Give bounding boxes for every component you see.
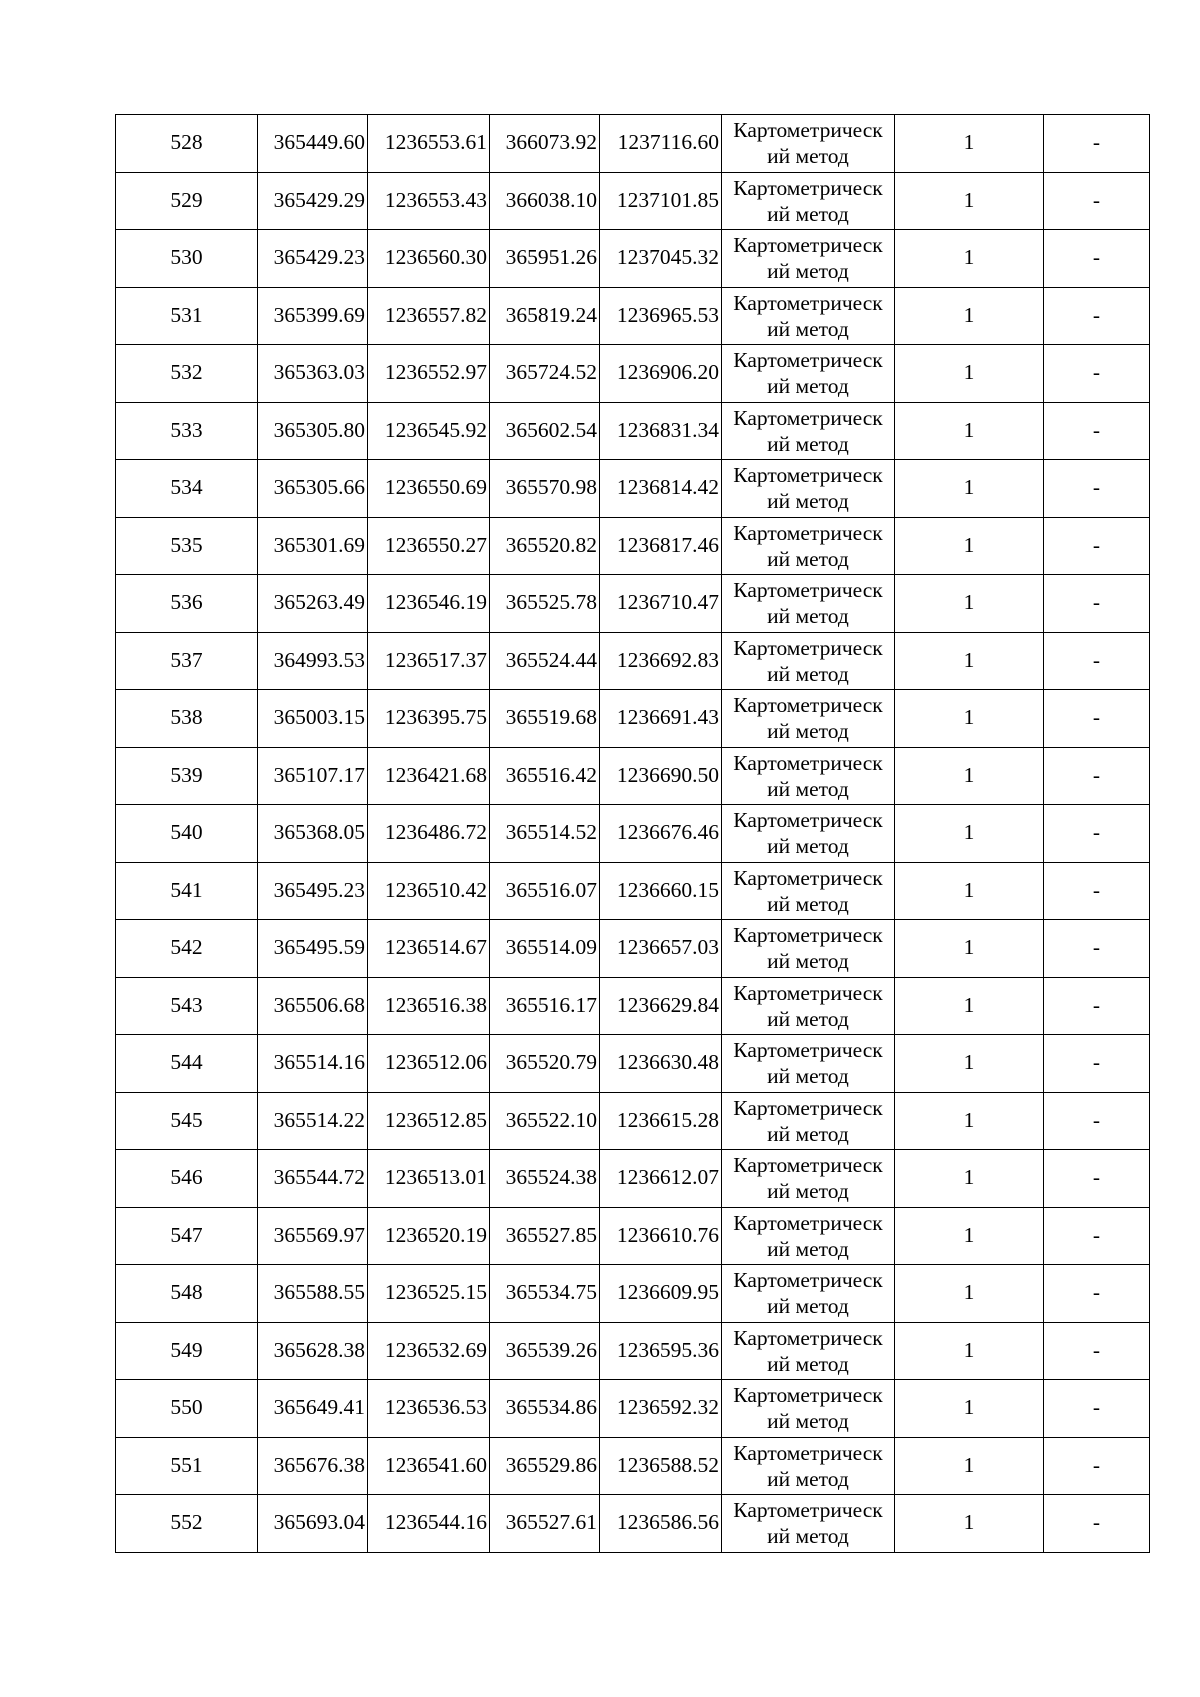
table-row	[116, 1380, 1150, 1438]
y-coordinate-2-cell: 1236629.84	[600, 977, 722, 1035]
method-line-1: Картометрическ	[733, 1383, 883, 1408]
method-cell	[722, 1380, 895, 1438]
y-coordinate-cell: 1236541.60	[368, 1437, 490, 1495]
y-coordinate-cell: 1236545.92	[368, 402, 490, 460]
table-row	[116, 1092, 1150, 1150]
point-number-cell: 544	[116, 1035, 258, 1093]
y-coordinate-2-cell: 1236588.52	[600, 1437, 722, 1495]
y-coordinate-cell: 1236520.19	[368, 1207, 490, 1265]
x-coordinate-2-cell: 365524.44	[490, 632, 600, 690]
method-line-2: ий метод	[767, 776, 849, 801]
y-coordinate-cell: 1236514.67	[368, 920, 490, 978]
y-coordinate-cell: 1236553.61	[368, 115, 490, 173]
note-cell: -	[1044, 345, 1150, 403]
y-coordinate-2-cell: 1236609.95	[600, 1265, 722, 1323]
method-cell	[722, 1437, 895, 1495]
table-row	[116, 287, 1150, 345]
accuracy-cell: 1	[895, 747, 1044, 805]
coordinates-table	[115, 114, 1150, 1553]
note-cell: -	[1044, 632, 1150, 690]
method-line-1: Картометрическ	[733, 118, 883, 143]
y-coordinate-cell: 1236550.27	[368, 517, 490, 575]
method-cell	[722, 287, 895, 345]
y-coordinate-2-cell: 1236676.46	[600, 805, 722, 863]
x-coordinate-2-cell: 365534.86	[490, 1380, 600, 1438]
y-coordinate-2-cell: 1236965.53	[600, 287, 722, 345]
y-coordinate-2-cell: 1236690.50	[600, 747, 722, 805]
point-number-cell: 547	[116, 1207, 258, 1265]
method-line-2: ий метод	[767, 1409, 849, 1434]
method-line-1: Картометрическ	[733, 405, 883, 430]
table-row	[116, 460, 1150, 518]
x-coordinate-2-cell: 365516.42	[490, 747, 600, 805]
y-coordinate-cell: 1236513.01	[368, 1150, 490, 1208]
method-line-1: Картометрическ	[733, 693, 883, 718]
table-row	[116, 1150, 1150, 1208]
note-cell: -	[1044, 1035, 1150, 1093]
y-coordinate-2-cell: 1237101.85	[600, 172, 722, 230]
point-number-cell: 537	[116, 632, 258, 690]
method-line-2: ий метод	[767, 1236, 849, 1261]
x-coordinate-2-cell: 366038.10	[490, 172, 600, 230]
x-coordinate-cell: 365569.97	[258, 1207, 368, 1265]
y-coordinate-2-cell: 1236691.43	[600, 690, 722, 748]
x-coordinate-cell: 365301.69	[258, 517, 368, 575]
accuracy-cell: 1	[895, 1092, 1044, 1150]
x-coordinate-cell: 365107.17	[258, 747, 368, 805]
y-coordinate-cell: 1236512.06	[368, 1035, 490, 1093]
x-coordinate-2-cell: 365724.52	[490, 345, 600, 403]
method-line-1: Картометрическ	[733, 1325, 883, 1350]
point-number-cell: 548	[116, 1265, 258, 1323]
table-row	[116, 575, 1150, 633]
note-cell: -	[1044, 862, 1150, 920]
x-coordinate-cell: 365495.59	[258, 920, 368, 978]
method-cell	[722, 1265, 895, 1323]
note-cell: -	[1044, 920, 1150, 978]
method-line-1: Картометрическ	[733, 1038, 883, 1063]
y-coordinate-2-cell: 1236612.07	[600, 1150, 722, 1208]
table-row	[116, 977, 1150, 1035]
table-row	[116, 402, 1150, 460]
table-row	[116, 172, 1150, 230]
method-cell	[722, 402, 895, 460]
point-number-cell: 538	[116, 690, 258, 748]
note-cell: -	[1044, 1437, 1150, 1495]
method-line-1: Картометрическ	[733, 865, 883, 890]
y-coordinate-2-cell: 1236817.46	[600, 517, 722, 575]
method-line-1: Картометрическ	[733, 1440, 883, 1465]
x-coordinate-cell: 365305.66	[258, 460, 368, 518]
method-cell	[722, 632, 895, 690]
x-coordinate-cell: 365514.16	[258, 1035, 368, 1093]
method-cell	[722, 517, 895, 575]
x-coordinate-cell: 365305.80	[258, 402, 368, 460]
x-coordinate-cell: 365399.69	[258, 287, 368, 345]
method-line-1: Картометрическ	[733, 980, 883, 1005]
x-coordinate-cell: 365368.05	[258, 805, 368, 863]
y-coordinate-cell: 1236552.97	[368, 345, 490, 403]
table-row	[116, 632, 1150, 690]
y-coordinate-cell: 1236553.43	[368, 172, 490, 230]
y-coordinate-2-cell: 1236814.42	[600, 460, 722, 518]
y-coordinate-cell: 1236557.82	[368, 287, 490, 345]
x-coordinate-2-cell: 365524.38	[490, 1150, 600, 1208]
x-coordinate-2-cell: 365539.26	[490, 1322, 600, 1380]
point-number-cell: 549	[116, 1322, 258, 1380]
x-coordinate-2-cell: 365520.79	[490, 1035, 600, 1093]
method-cell	[722, 805, 895, 863]
y-coordinate-cell: 1236486.72	[368, 805, 490, 863]
point-number-cell: 533	[116, 402, 258, 460]
table-row	[116, 690, 1150, 748]
point-number-cell: 543	[116, 977, 258, 1035]
accuracy-cell: 1	[895, 1437, 1044, 1495]
point-number-cell: 551	[116, 1437, 258, 1495]
y-coordinate-2-cell: 1236710.47	[600, 575, 722, 633]
table-row	[116, 1495, 1150, 1553]
table-row	[116, 1035, 1150, 1093]
method-line-2: ий метод	[767, 1351, 849, 1376]
point-number-cell: 534	[116, 460, 258, 518]
method-cell	[722, 977, 895, 1035]
method-line-1: Картометрическ	[733, 520, 883, 545]
method-line-2: ий метод	[767, 891, 849, 916]
y-coordinate-cell: 1236546.19	[368, 575, 490, 633]
method-cell	[722, 1495, 895, 1553]
method-cell	[722, 1150, 895, 1208]
method-line-2: ий метод	[767, 949, 849, 974]
method-line-1: Картометрическ	[733, 1498, 883, 1523]
table-row	[116, 115, 1150, 173]
method-cell	[722, 575, 895, 633]
method-line-1: Картометрическ	[733, 233, 883, 258]
y-coordinate-2-cell: 1236657.03	[600, 920, 722, 978]
accuracy-cell: 1	[895, 345, 1044, 403]
accuracy-cell: 1	[895, 690, 1044, 748]
point-number-cell: 536	[116, 575, 258, 633]
note-cell: -	[1044, 977, 1150, 1035]
accuracy-cell: 1	[895, 805, 1044, 863]
method-line-1: Картометрическ	[733, 635, 883, 660]
y-coordinate-2-cell: 1236831.34	[600, 402, 722, 460]
x-coordinate-cell: 365588.55	[258, 1265, 368, 1323]
method-line-2: ий метод	[767, 719, 849, 744]
accuracy-cell: 1	[895, 460, 1044, 518]
note-cell: -	[1044, 747, 1150, 805]
method-line-1: Картометрическ	[733, 1153, 883, 1178]
accuracy-cell: 1	[895, 230, 1044, 288]
table-row	[116, 747, 1150, 805]
x-coordinate-cell: 365263.49	[258, 575, 368, 633]
note-cell: -	[1044, 115, 1150, 173]
accuracy-cell: 1	[895, 1150, 1044, 1208]
x-coordinate-2-cell: 365520.82	[490, 517, 600, 575]
x-coordinate-2-cell: 366073.92	[490, 115, 600, 173]
y-coordinate-2-cell: 1236615.28	[600, 1092, 722, 1150]
x-coordinate-2-cell: 365534.75	[490, 1265, 600, 1323]
x-coordinate-cell: 365544.72	[258, 1150, 368, 1208]
x-coordinate-2-cell: 365525.78	[490, 575, 600, 633]
x-coordinate-2-cell: 365529.86	[490, 1437, 600, 1495]
note-cell: -	[1044, 1092, 1150, 1150]
method-line-2: ий метод	[767, 1064, 849, 1089]
method-line-2: ий метод	[767, 834, 849, 859]
method-line-2: ий метод	[767, 259, 849, 284]
y-coordinate-cell: 1236510.42	[368, 862, 490, 920]
x-coordinate-cell: 365363.03	[258, 345, 368, 403]
x-coordinate-2-cell: 365522.10	[490, 1092, 600, 1150]
y-coordinate-2-cell: 1237045.32	[600, 230, 722, 288]
x-coordinate-2-cell: 365514.52	[490, 805, 600, 863]
method-cell	[722, 1035, 895, 1093]
point-number-cell: 540	[116, 805, 258, 863]
x-coordinate-2-cell: 365527.61	[490, 1495, 600, 1553]
table-row	[116, 230, 1150, 288]
accuracy-cell: 1	[895, 517, 1044, 575]
method-line-2: ий метод	[767, 1466, 849, 1491]
note-cell: -	[1044, 402, 1150, 460]
accuracy-cell: 1	[895, 977, 1044, 1035]
method-cell	[722, 690, 895, 748]
table-row	[116, 862, 1150, 920]
point-number-cell: 528	[116, 115, 258, 173]
y-coordinate-cell: 1236512.85	[368, 1092, 490, 1150]
table-row	[116, 1265, 1150, 1323]
x-coordinate-cell: 365429.23	[258, 230, 368, 288]
x-coordinate-2-cell: 365516.17	[490, 977, 600, 1035]
x-coordinate-cell: 365449.60	[258, 115, 368, 173]
x-coordinate-cell: 364993.53	[258, 632, 368, 690]
point-number-cell: 539	[116, 747, 258, 805]
method-line-1: Картометрическ	[733, 175, 883, 200]
method-line-2: ий метод	[767, 144, 849, 169]
table-row	[116, 1322, 1150, 1380]
y-coordinate-cell: 1236550.69	[368, 460, 490, 518]
note-cell: -	[1044, 690, 1150, 748]
note-cell: -	[1044, 287, 1150, 345]
x-coordinate-2-cell: 365951.26	[490, 230, 600, 288]
method-cell	[722, 230, 895, 288]
x-coordinate-cell: 365693.04	[258, 1495, 368, 1553]
method-cell	[722, 1207, 895, 1265]
y-coordinate-2-cell: 1236586.56	[600, 1495, 722, 1553]
method-line-1: Картометрическ	[733, 1268, 883, 1293]
method-line-2: ий метод	[767, 431, 849, 456]
note-cell: -	[1044, 230, 1150, 288]
note-cell: -	[1044, 1495, 1150, 1553]
note-cell: -	[1044, 517, 1150, 575]
y-coordinate-cell: 1236525.15	[368, 1265, 490, 1323]
x-coordinate-2-cell: 365519.68	[490, 690, 600, 748]
x-coordinate-cell: 365495.23	[258, 862, 368, 920]
accuracy-cell: 1	[895, 1380, 1044, 1438]
point-number-cell: 550	[116, 1380, 258, 1438]
note-cell: -	[1044, 1380, 1150, 1438]
method-line-2: ий метод	[767, 1006, 849, 1031]
method-line-2: ий метод	[767, 546, 849, 571]
note-cell: -	[1044, 1322, 1150, 1380]
y-coordinate-cell: 1236536.53	[368, 1380, 490, 1438]
x-coordinate-2-cell: 365570.98	[490, 460, 600, 518]
method-line-2: ий метод	[767, 374, 849, 399]
x-coordinate-cell: 365676.38	[258, 1437, 368, 1495]
x-coordinate-cell: 365649.41	[258, 1380, 368, 1438]
method-line-2: ий метод	[767, 1121, 849, 1146]
note-cell: -	[1044, 460, 1150, 518]
method-line-1: Картометрическ	[733, 1210, 883, 1235]
method-cell	[722, 862, 895, 920]
y-coordinate-2-cell: 1236630.48	[600, 1035, 722, 1093]
table-row	[116, 517, 1150, 575]
accuracy-cell: 1	[895, 920, 1044, 978]
method-line-2: ий метод	[767, 201, 849, 226]
point-number-cell: 535	[116, 517, 258, 575]
table-row	[116, 1437, 1150, 1495]
method-line-2: ий метод	[767, 1179, 849, 1204]
table-body	[116, 115, 1150, 1553]
y-coordinate-2-cell: 1236592.32	[600, 1380, 722, 1438]
point-number-cell: 532	[116, 345, 258, 403]
accuracy-cell: 1	[895, 1207, 1044, 1265]
table-row	[116, 805, 1150, 863]
accuracy-cell: 1	[895, 115, 1044, 173]
note-cell: -	[1044, 1265, 1150, 1323]
y-coordinate-cell: 1236560.30	[368, 230, 490, 288]
accuracy-cell: 1	[895, 287, 1044, 345]
note-cell: -	[1044, 1207, 1150, 1265]
method-line-1: Картометрическ	[733, 750, 883, 775]
y-coordinate-2-cell: 1236906.20	[600, 345, 722, 403]
method-line-1: Картометрическ	[733, 808, 883, 833]
x-coordinate-cell: 365429.29	[258, 172, 368, 230]
method-line-2: ий метод	[767, 489, 849, 514]
method-line-2: ий метод	[767, 1294, 849, 1319]
note-cell: -	[1044, 805, 1150, 863]
table-row	[116, 1207, 1150, 1265]
method-line-1: Картометрическ	[733, 290, 883, 315]
point-number-cell: 552	[116, 1495, 258, 1553]
y-coordinate-cell: 1236395.75	[368, 690, 490, 748]
y-coordinate-2-cell: 1236595.36	[600, 1322, 722, 1380]
point-number-cell: 546	[116, 1150, 258, 1208]
y-coordinate-2-cell: 1236692.83	[600, 632, 722, 690]
accuracy-cell: 1	[895, 1495, 1044, 1553]
accuracy-cell: 1	[895, 1035, 1044, 1093]
accuracy-cell: 1	[895, 862, 1044, 920]
method-cell	[722, 747, 895, 805]
method-line-1: Картометрическ	[733, 578, 883, 603]
point-number-cell: 545	[116, 1092, 258, 1150]
point-number-cell: 529	[116, 172, 258, 230]
method-line-1: Картометрическ	[733, 923, 883, 948]
y-coordinate-cell: 1236544.16	[368, 1495, 490, 1553]
x-coordinate-cell: 365506.68	[258, 977, 368, 1035]
method-line-2: ий метод	[767, 316, 849, 341]
x-coordinate-cell: 365003.15	[258, 690, 368, 748]
x-coordinate-cell: 365628.38	[258, 1322, 368, 1380]
x-coordinate-2-cell: 365819.24	[490, 287, 600, 345]
x-coordinate-2-cell: 365602.54	[490, 402, 600, 460]
note-cell: -	[1044, 575, 1150, 633]
x-coordinate-2-cell: 365514.09	[490, 920, 600, 978]
accuracy-cell: 1	[895, 1322, 1044, 1380]
method-cell	[722, 460, 895, 518]
y-coordinate-cell: 1236421.68	[368, 747, 490, 805]
method-cell	[722, 920, 895, 978]
method-line-1: Картометрическ	[733, 463, 883, 488]
method-line-2: ий метод	[767, 661, 849, 686]
point-number-cell: 542	[116, 920, 258, 978]
note-cell: -	[1044, 1150, 1150, 1208]
method-line-2: ий метод	[767, 604, 849, 629]
x-coordinate-2-cell: 365527.85	[490, 1207, 600, 1265]
x-coordinate-cell: 365514.22	[258, 1092, 368, 1150]
y-coordinate-cell: 1236532.69	[368, 1322, 490, 1380]
accuracy-cell: 1	[895, 172, 1044, 230]
method-cell	[722, 115, 895, 173]
method-cell	[722, 1322, 895, 1380]
table-row	[116, 345, 1150, 403]
point-number-cell: 531	[116, 287, 258, 345]
point-number-cell: 541	[116, 862, 258, 920]
y-coordinate-cell: 1236517.37	[368, 632, 490, 690]
accuracy-cell: 1	[895, 632, 1044, 690]
method-line-1: Картометрическ	[733, 1095, 883, 1120]
accuracy-cell: 1	[895, 402, 1044, 460]
point-number-cell: 530	[116, 230, 258, 288]
method-cell	[722, 1092, 895, 1150]
y-coordinate-2-cell: 1237116.60	[600, 115, 722, 173]
accuracy-cell: 1	[895, 575, 1044, 633]
note-cell: -	[1044, 172, 1150, 230]
y-coordinate-2-cell: 1236610.76	[600, 1207, 722, 1265]
y-coordinate-2-cell: 1236660.15	[600, 862, 722, 920]
x-coordinate-2-cell: 365516.07	[490, 862, 600, 920]
y-coordinate-cell: 1236516.38	[368, 977, 490, 1035]
accuracy-cell: 1	[895, 1265, 1044, 1323]
method-line-1: Картометрическ	[733, 348, 883, 373]
method-line-2: ий метод	[767, 1524, 849, 1549]
method-cell	[722, 172, 895, 230]
table-row	[116, 920, 1150, 978]
method-cell	[722, 345, 895, 403]
